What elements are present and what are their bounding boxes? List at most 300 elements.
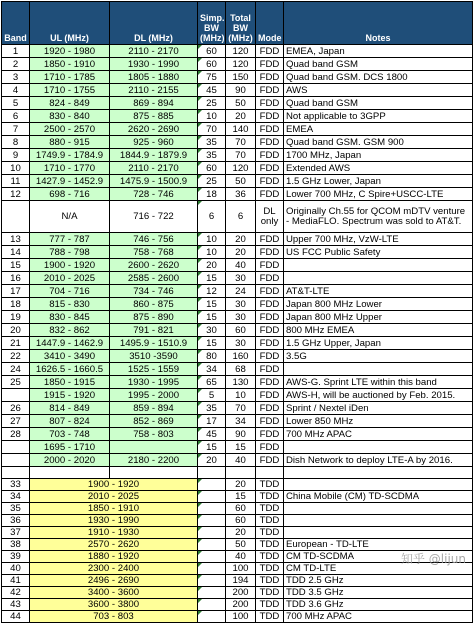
fdd-rows [2, 45, 473, 201]
simp-bw-cell: 15 [198, 298, 226, 311]
dl-cell: 859 - 894 [110, 402, 198, 415]
mode-cell: FDD [256, 285, 284, 298]
table-row [2, 527, 473, 539]
simp-bw-cell: 17 [198, 415, 226, 428]
mode-cell: FDD [256, 415, 284, 428]
ul-cell: 1710 - 1785 [30, 71, 110, 84]
band-cell: 19 [2, 311, 30, 324]
simp-bw-cell: 75 [198, 71, 226, 84]
band-cell [2, 441, 30, 454]
notes-cell: CM TD-LTE [284, 563, 473, 575]
dl-cell: 925 - 960 [110, 136, 198, 149]
header-notes: Notes [284, 2, 473, 45]
band-cell: 44 [2, 611, 30, 623]
notes-cell: EMEA, Japan [284, 45, 473, 58]
mode-cell: TDD [256, 479, 284, 491]
band-cell: 35 [2, 503, 30, 515]
dl-cell: 746 - 756 [110, 233, 198, 246]
ul-cell: 2500 - 2570 [30, 123, 110, 136]
table-row [2, 575, 473, 587]
total-bw-cell: 50 [226, 175, 256, 188]
total-bw-cell: 20 [226, 246, 256, 259]
simp-bw-cell [198, 611, 226, 623]
mode-cell: FDD [256, 376, 284, 389]
table-row [2, 58, 473, 71]
ul-cell: 1915 - 1920 [30, 389, 110, 402]
mode-cell: FDD [256, 149, 284, 162]
ul-dl-range-cell: 1880 - 1920 [30, 551, 198, 563]
total-bw-cell: 68 [226, 363, 256, 376]
ul-cell: 830 - 845 [30, 311, 110, 324]
ul-cell: 2010 - 2025 [30, 272, 110, 285]
notes-cell: US FCC Public Safety [284, 246, 473, 259]
total-bw-cell: 20 [226, 110, 256, 123]
ul-cell: 788 - 798 [30, 246, 110, 259]
ul-cell: 830 - 840 [30, 110, 110, 123]
mode-cell: FDD [256, 71, 284, 84]
notes-cell: AT&T-LTE [284, 285, 473, 298]
spacer-row [2, 467, 473, 479]
simp-bw-cell [198, 503, 226, 515]
ul-cell: 815 - 830 [30, 298, 110, 311]
mode-cell: FDD [256, 162, 284, 175]
simp-bw-cell: 60 [198, 58, 226, 71]
table-row [2, 175, 473, 188]
simp-bw-cell [198, 479, 226, 491]
header-ul: UL (MHz) [30, 2, 110, 45]
simp-bw-cell: 20 [198, 454, 226, 467]
total-bw-cell: 200 [226, 587, 256, 599]
band-cell: 6 [2, 110, 30, 123]
simp-bw-cell: 35 [198, 402, 226, 415]
total-bw-cell: 200 [226, 599, 256, 611]
header-total-bw: Total BW (MHz) [226, 2, 256, 45]
mode-cell: FDD [256, 246, 284, 259]
ul-cell: 2000 - 2020 [30, 454, 110, 467]
simp-bw-cell: 10 [198, 233, 226, 246]
total-bw-cell: 140 [226, 123, 256, 136]
notes-cell: Quad band GSM. DCS 1800 [284, 71, 473, 84]
dl-cell: 716 - 722 [110, 201, 198, 233]
total-bw-cell: 6 [226, 201, 256, 233]
table-row [2, 188, 473, 201]
mode-cell: FDD [256, 123, 284, 136]
table-row [2, 298, 473, 311]
table-row [2, 611, 473, 623]
notes-cell [284, 363, 473, 376]
dl-cell: 2180 - 2200 [110, 454, 198, 467]
simp-bw-cell: 70 [198, 123, 226, 136]
total-bw-cell: 90 [226, 428, 256, 441]
band-cell: 38 [2, 539, 30, 551]
table-row [2, 363, 473, 376]
ul-dl-range-cell: 1850 - 1910 [30, 503, 198, 515]
mode-cell: FDD [256, 350, 284, 363]
dl-cell: 758 - 768 [110, 246, 198, 259]
simp-bw-cell: 10 [198, 246, 226, 259]
notes-cell: 1.5 GHz Lower, Japan [284, 175, 473, 188]
dl-cell: 2110 - 2155 [110, 84, 198, 97]
notes-cell [284, 527, 473, 539]
notes-cell [284, 515, 473, 527]
dl-cell: 875 - 885 [110, 110, 198, 123]
mode-cell: FDD [256, 136, 284, 149]
ul-cell: 1695 - 1710 [30, 441, 110, 454]
table-row [2, 479, 473, 491]
mode-cell: FDD [256, 110, 284, 123]
notes-cell: Originally Ch.55 for QCOM mDTV venture - MediaFLO. Spectrum was sold to AT&T. [284, 201, 473, 233]
simp-bw-cell: 10 [198, 110, 226, 123]
simp-bw-cell [198, 587, 226, 599]
band-cell: 13 [2, 233, 30, 246]
simp-bw-cell: 5 [198, 389, 226, 402]
dl-cell: 2600 - 2620 [110, 259, 198, 272]
ul-cell: N/A [30, 201, 110, 233]
ul-dl-range-cell: 2570 - 2620 [30, 539, 198, 551]
table-row [2, 389, 473, 402]
band-cell: 40 [2, 563, 30, 575]
notes-cell: European - TD-LTE [284, 539, 473, 551]
total-bw-cell: 70 [226, 136, 256, 149]
notes-cell: Japan 800 MHz Lower [284, 298, 473, 311]
band-cell: 5 [2, 97, 30, 110]
mode-cell: FDD [256, 363, 284, 376]
band-cell: 27 [2, 415, 30, 428]
dl-cell: 1475.9 - 1500.9 [110, 175, 198, 188]
table-row [2, 84, 473, 97]
dl-cell: 860 - 875 [110, 298, 198, 311]
table-row [2, 428, 473, 441]
notes-cell: Quad band GSM. GSM 900 [284, 136, 473, 149]
ul-dl-range-cell: 2496 - 2690 [30, 575, 198, 587]
simp-bw-cell [198, 551, 226, 563]
ul-cell: 1850 - 1910 [30, 58, 110, 71]
notes-cell [284, 503, 473, 515]
notes-cell: 3.5G [284, 350, 473, 363]
notes-cell: AWS [284, 84, 473, 97]
notes-cell: 1700 MHz, Japan [284, 149, 473, 162]
total-bw-cell: 130 [226, 376, 256, 389]
simp-bw-cell [198, 515, 226, 527]
ul-cell: 1920 - 1980 [30, 45, 110, 58]
dl-cell: 1930 - 1990 [110, 58, 198, 71]
band-cell: 41 [2, 575, 30, 587]
total-bw-cell: 194 [226, 575, 256, 587]
band-cell: 17 [2, 285, 30, 298]
notes-cell: Quad band GSM [284, 58, 473, 71]
notes-cell: TDD 3.5 GHz [284, 587, 473, 599]
band-cell: 20 [2, 324, 30, 337]
dl-cell: 852 - 869 [110, 415, 198, 428]
notes-cell [284, 259, 473, 272]
ul-cell: 1710 - 1770 [30, 162, 110, 175]
band-cell: 28 [2, 428, 30, 441]
table-row [2, 454, 473, 467]
band-cell: 18 [2, 298, 30, 311]
simp-bw-cell: 20 [198, 259, 226, 272]
table-row [2, 503, 473, 515]
table-row [2, 136, 473, 149]
total-bw-cell: 40 [226, 454, 256, 467]
band-cell: 11 [2, 175, 30, 188]
dl-cell: 1995 - 2000 [110, 389, 198, 402]
dl-cell: 2110 - 2170 [110, 45, 198, 58]
mode-cell: FDD [256, 389, 284, 402]
table-row [2, 311, 473, 324]
mode-cell: DL only [256, 201, 284, 233]
notes-cell [284, 272, 473, 285]
band-cell: 25 [2, 376, 30, 389]
simp-bw-cell: 15 [198, 441, 226, 454]
ul-dl-range-cell: 2010 - 2025 [30, 491, 198, 503]
band-cell: 43 [2, 599, 30, 611]
notes-cell: CM TD-SCDMA [284, 551, 473, 563]
header-dl: DL (MHz) [110, 2, 198, 45]
total-bw-cell: 60 [226, 324, 256, 337]
simp-bw-cell: 18 [198, 188, 226, 201]
notes-cell: 1.5 GHz Upper, Japan [284, 337, 473, 350]
ul-dl-range-cell: 3600 - 3800 [30, 599, 198, 611]
band-cell: 39 [2, 551, 30, 563]
table-row [2, 149, 473, 162]
simp-bw-cell: 30 [198, 324, 226, 337]
total-bw-cell: 150 [226, 71, 256, 84]
notes-cell: 700 MHz APAC [284, 428, 473, 441]
table-row [2, 350, 473, 363]
notes-cell: Quad band GSM [284, 97, 473, 110]
simp-bw-cell: 65 [198, 376, 226, 389]
total-bw-cell: 100 [226, 563, 256, 575]
mode-cell: FDD [256, 402, 284, 415]
band-cell: 9 [2, 149, 30, 162]
band-cell: 2 [2, 58, 30, 71]
table-header [2, 2, 473, 45]
simp-bw-cell [198, 575, 226, 587]
total-bw-cell: 40 [226, 259, 256, 272]
dl-cell: 728 - 746 [110, 188, 198, 201]
mode-cell: TDD [256, 527, 284, 539]
total-bw-cell: 160 [226, 350, 256, 363]
ul-cell: 880 - 915 [30, 136, 110, 149]
notes-cell: Upper 700 MHz, VzW-LTE [284, 233, 473, 246]
ul-dl-range-cell: 2300 - 2400 [30, 563, 198, 575]
band-cell: 37 [2, 527, 30, 539]
mode-cell: FDD [256, 188, 284, 201]
ul-cell: 704 - 716 [30, 285, 110, 298]
mode-cell: FDD [256, 175, 284, 188]
ul-cell: 807 - 824 [30, 415, 110, 428]
simp-bw-cell: 35 [198, 149, 226, 162]
table-row [2, 162, 473, 175]
total-bw-cell: 30 [226, 337, 256, 350]
total-bw-cell: 90 [226, 84, 256, 97]
watermark: 知乎 @lijun [400, 552, 466, 566]
simp-bw-cell: 25 [198, 175, 226, 188]
notes-cell: EMEA [284, 123, 473, 136]
mode-cell: FDD [256, 311, 284, 324]
notes-cell: Lower 850 MHz [284, 415, 473, 428]
table-row [2, 110, 473, 123]
ul-cell: 698 - 716 [30, 188, 110, 201]
total-bw-cell: 30 [226, 298, 256, 311]
total-bw-cell: 120 [226, 162, 256, 175]
simp-bw-cell [198, 599, 226, 611]
notes-cell: 800 MHz EMEA [284, 324, 473, 337]
mode-cell: TDD [256, 491, 284, 503]
band-cell: 4 [2, 84, 30, 97]
mode-cell: TDD [256, 599, 284, 611]
dl-cell: 875 - 890 [110, 311, 198, 324]
band-cell: 21 [2, 337, 30, 350]
band-cell: 33 [2, 479, 30, 491]
total-bw-cell: 36 [226, 188, 256, 201]
notes-cell: Japan 800 MHz Upper [284, 311, 473, 324]
total-bw-cell: 10 [226, 389, 256, 402]
mode-cell: TDD [256, 503, 284, 515]
mode-cell: FDD [256, 272, 284, 285]
simp-bw-cell [198, 491, 226, 503]
band-cell: 1 [2, 45, 30, 58]
table-row [2, 337, 473, 350]
total-bw-cell: 40 [226, 551, 256, 563]
total-bw-cell: 20 [226, 233, 256, 246]
dl-only-section [2, 201, 473, 233]
total-bw-cell: 70 [226, 149, 256, 162]
band-cell: 34 [2, 491, 30, 503]
table-row [2, 259, 473, 272]
notes-cell: TDD 2.5 GHz [284, 575, 473, 587]
simp-bw-cell: 25 [198, 97, 226, 110]
mode-cell: FDD [256, 45, 284, 58]
header-mode: Mode [256, 2, 284, 45]
notes-cell: Lower 700 MHz, C Spire+USCC-LTE [284, 188, 473, 201]
table-row [2, 491, 473, 503]
simp-bw-cell: 12 [198, 285, 226, 298]
table-row [2, 324, 473, 337]
simp-bw-cell: 60 [198, 45, 226, 58]
dl-cell: 1495.9 - 1510.9 [110, 337, 198, 350]
simp-bw-cell: 45 [198, 84, 226, 97]
mode-cell: TDD [256, 587, 284, 599]
dl-cell: 869 - 894 [110, 97, 198, 110]
table-row [2, 599, 473, 611]
ul-dl-range-cell: 1930 - 1990 [30, 515, 198, 527]
table-row [2, 71, 473, 84]
table-row [2, 123, 473, 136]
simp-bw-cell: 60 [198, 162, 226, 175]
mode-cell: TDD [256, 551, 284, 563]
ul-dl-range-cell: 1910 - 1930 [30, 527, 198, 539]
band-cell: 26 [2, 402, 30, 415]
notes-cell: AWS-H, will be auctioned by Feb. 2015. [284, 389, 473, 402]
notes-cell [284, 479, 473, 491]
band-cell: 8 [2, 136, 30, 149]
dl-cell: 1844.9 - 1879.9 [110, 149, 198, 162]
table-row [2, 376, 473, 389]
table-row [2, 587, 473, 599]
table-row [2, 415, 473, 428]
band-cell: 22 [2, 350, 30, 363]
total-bw-cell: 34 [226, 415, 256, 428]
band-cell: 3 [2, 71, 30, 84]
ul-cell: 703 - 748 [30, 428, 110, 441]
total-bw-cell: 120 [226, 45, 256, 58]
total-bw-cell: 20 [226, 479, 256, 491]
ul-cell: 777 - 787 [30, 233, 110, 246]
ul-cell: 3410 - 3490 [30, 350, 110, 363]
band-cell: 42 [2, 587, 30, 599]
mode-cell: FDD [256, 454, 284, 467]
simp-bw-cell: 45 [198, 428, 226, 441]
mode-cell: TDD [256, 575, 284, 587]
ul-dl-range-cell: 3400 - 3600 [30, 587, 198, 599]
notes-cell: China Mobile (CM) TD-SCDMA [284, 491, 473, 503]
mode-cell: FDD [256, 84, 284, 97]
simp-bw-cell: 35 [198, 136, 226, 149]
table-row [2, 201, 473, 233]
simp-bw-cell [198, 527, 226, 539]
notes-cell: Not applicable to 3GPP [284, 110, 473, 123]
band-cell [2, 454, 30, 467]
dl-cell: 2110 - 2170 [110, 162, 198, 175]
simp-bw-cell: 15 [198, 337, 226, 350]
notes-cell: Extended AWS [284, 162, 473, 175]
table-row [2, 272, 473, 285]
dl-cell: 734 - 746 [110, 285, 198, 298]
table-row [2, 233, 473, 246]
simp-bw-cell: 34 [198, 363, 226, 376]
ul-dl-range-cell: 1900 - 1920 [30, 479, 198, 491]
table-row [2, 515, 473, 527]
total-bw-cell: 70 [226, 402, 256, 415]
gap-section [2, 467, 473, 479]
ul-cell: 1447.9 - 1462.9 [30, 337, 110, 350]
ul-cell: 824 - 849 [30, 97, 110, 110]
dl-cell: 1930 - 1995 [110, 376, 198, 389]
mode-cell: FDD [256, 233, 284, 246]
simp-bw-cell: 6 [198, 201, 226, 233]
total-bw-cell: 30 [226, 311, 256, 324]
total-bw-cell: 15 [226, 491, 256, 503]
simp-bw-cell [198, 563, 226, 575]
band-cell: 12 [2, 188, 30, 201]
table-row [2, 45, 473, 58]
table-row [2, 539, 473, 551]
header-band: Band [2, 2, 30, 45]
notes-cell: AWS-G. Sprint LTE within this band [284, 376, 473, 389]
band-cell: 10 [2, 162, 30, 175]
mode-cell: FDD [256, 324, 284, 337]
mode-cell: FDD [256, 441, 284, 454]
band-cell: 7 [2, 123, 30, 136]
notes-cell: 700 MHz APAC [284, 611, 473, 623]
ul-cell: 832 - 862 [30, 324, 110, 337]
ul-cell: 814 - 849 [30, 402, 110, 415]
total-bw-cell: 120 [226, 58, 256, 71]
mode-cell: FDD [256, 259, 284, 272]
band-cell: 24 [2, 363, 30, 376]
dl-cell: 758 - 803 [110, 428, 198, 441]
table-row [2, 246, 473, 259]
band-cell [2, 201, 30, 233]
ul-cell: 1850 - 1915 [30, 376, 110, 389]
notes-cell [284, 441, 473, 454]
band-cell: 16 [2, 272, 30, 285]
dl-cell: 2585 - 2600 [110, 272, 198, 285]
band-cell [2, 389, 30, 402]
table-row [2, 402, 473, 415]
ul-cell: 1710 - 1755 [30, 84, 110, 97]
